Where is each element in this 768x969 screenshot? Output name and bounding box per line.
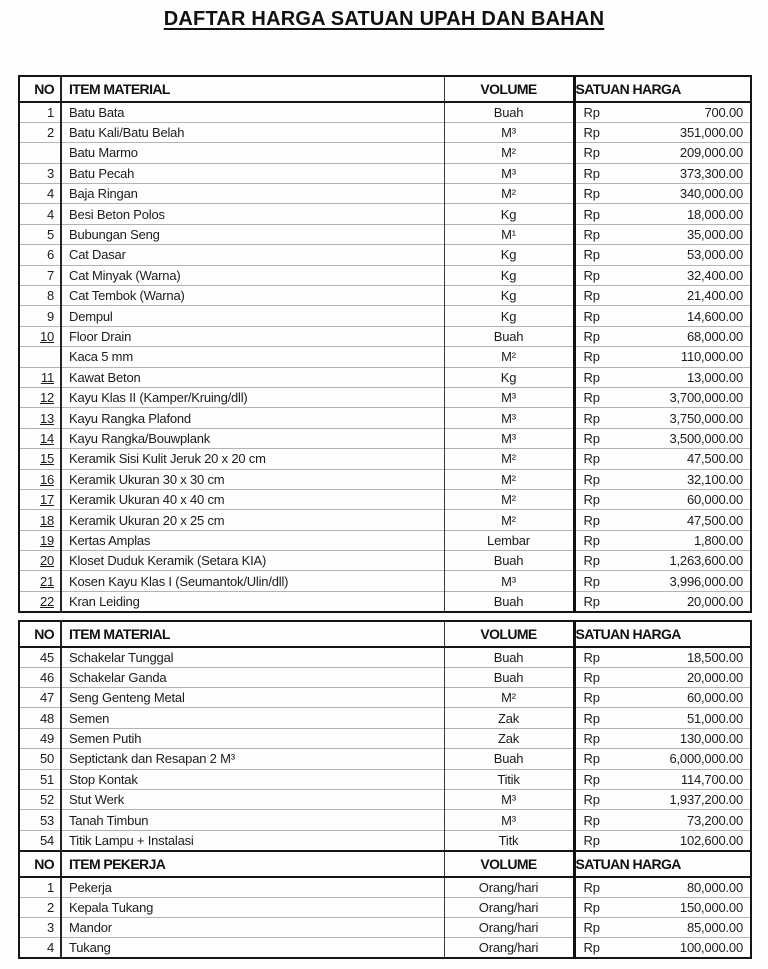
- table-row: [19, 769, 751, 789]
- col-header-no: NO: [19, 851, 61, 877]
- price-amount: 73,200.00: [686, 812, 743, 828]
- item-name: Kaca 5 mm: [61, 347, 444, 367]
- col-header-item: ITEM PEKERJA: [61, 851, 444, 877]
- item-volume: Zak: [444, 728, 574, 748]
- materials-table-1: [18, 75, 752, 613]
- currency-label: Rp: [583, 512, 600, 528]
- item-volume: M³: [444, 163, 574, 183]
- item-price: [574, 938, 751, 958]
- row-number: 48: [19, 708, 61, 728]
- item-price: [574, 749, 751, 769]
- row-number: 9: [19, 306, 61, 326]
- table-row: [19, 667, 751, 687]
- item-price: [574, 408, 751, 428]
- item-name: Titik Lampu + Instalasi: [61, 830, 444, 850]
- table-row: [19, 510, 751, 530]
- price-amount: 3,996,000.00: [669, 573, 743, 589]
- item-volume: Buah: [444, 102, 574, 122]
- price-amount: 209,000.00: [679, 145, 743, 161]
- table-row: [19, 708, 751, 728]
- currency-label: Rp: [583, 940, 600, 956]
- item-name: Pekerja: [61, 877, 444, 897]
- currency-label: Rp: [583, 104, 600, 120]
- table-row: [19, 688, 751, 708]
- table-row: [19, 204, 751, 224]
- item-volume: M²: [444, 688, 574, 708]
- price-amount: 60,000.00: [686, 690, 743, 706]
- table-row: [19, 163, 751, 183]
- table-row: [19, 647, 751, 667]
- row-number: [19, 143, 61, 163]
- table-row: [19, 102, 751, 122]
- item-volume: Kg: [444, 367, 574, 387]
- item-name: Kertas Amplas: [61, 530, 444, 550]
- item-price: [574, 688, 751, 708]
- table-row: [19, 224, 751, 244]
- row-number: 50: [19, 749, 61, 769]
- price-amount: 35,000.00: [686, 227, 743, 243]
- price-amount: 18,500.00: [686, 649, 743, 665]
- item-name: Seng Genteng Metal: [61, 688, 444, 708]
- table-row: [19, 408, 751, 428]
- item-name: Tukang: [61, 938, 444, 958]
- item-name: Cat Tembok (Warna): [61, 286, 444, 306]
- item-price: [574, 347, 751, 367]
- item-price: [574, 122, 751, 142]
- price-amount: 114,700.00: [680, 771, 743, 787]
- currency-label: Rp: [583, 471, 600, 487]
- price-amount: 80,000.00: [686, 879, 743, 895]
- row-number: 18: [19, 510, 61, 530]
- price-amount: 110,000.00: [680, 349, 743, 365]
- currency-label: Rp: [583, 669, 600, 685]
- table-row: [19, 449, 751, 469]
- item-volume: Buah: [444, 326, 574, 346]
- price-amount: 68,000.00: [686, 328, 743, 344]
- table-header-row: [19, 76, 751, 102]
- table-row: [19, 387, 751, 407]
- item-volume: Buah: [444, 551, 574, 571]
- currency-label: Rp: [583, 690, 600, 706]
- table-row: [19, 489, 751, 509]
- table-row: [19, 938, 751, 958]
- item-name: Mandor: [61, 917, 444, 937]
- table-row: [19, 591, 751, 611]
- row-number: 1: [19, 102, 61, 122]
- table-row: [19, 897, 751, 917]
- table-row: [19, 790, 751, 810]
- row-number: 2: [19, 897, 61, 917]
- item-volume: M²: [444, 449, 574, 469]
- item-price: [574, 551, 751, 571]
- item-volume: Lembar: [444, 530, 574, 550]
- row-number: 11: [19, 367, 61, 387]
- currency-label: Rp: [583, 349, 600, 365]
- item-name: Semen: [61, 708, 444, 728]
- table-row: [19, 917, 751, 937]
- item-price: [574, 163, 751, 183]
- item-volume: M¹: [444, 224, 574, 244]
- currency-label: Rp: [583, 832, 600, 848]
- row-number: 3: [19, 163, 61, 183]
- price-amount: 13,000.00: [686, 369, 743, 385]
- price-amount: 6,000,000.00: [669, 751, 743, 767]
- row-number: 51: [19, 769, 61, 789]
- currency-label: Rp: [583, 731, 600, 747]
- item-price: [574, 769, 751, 789]
- table-header-row: [19, 621, 751, 647]
- price-amount: 21,400.00: [686, 288, 743, 304]
- item-name: Schakelar Ganda: [61, 667, 444, 687]
- currency-label: Rp: [583, 328, 600, 344]
- price-amount: 102,600.00: [679, 832, 743, 848]
- item-price: [574, 102, 751, 122]
- item-name: Septictank dan Resapan 2 M³: [61, 749, 444, 769]
- item-volume: Kg: [444, 306, 574, 326]
- row-number: 5: [19, 224, 61, 244]
- row-number: 13: [19, 408, 61, 428]
- item-price: [574, 877, 751, 897]
- item-price: [574, 469, 751, 489]
- table-row: [19, 184, 751, 204]
- price-amount: 18,000.00: [686, 206, 743, 222]
- item-name: Kepala Tukang: [61, 897, 444, 917]
- item-volume: M²: [444, 143, 574, 163]
- item-volume: M³: [444, 387, 574, 407]
- col-header-item: ITEM MATERIAL: [61, 76, 444, 102]
- currency-label: Rp: [583, 267, 600, 283]
- currency-label: Rp: [583, 125, 600, 141]
- table-row: [19, 551, 751, 571]
- item-name: Batu Kali/Batu Belah: [61, 122, 444, 142]
- col-header-price: SATUAN HARGA: [574, 621, 751, 647]
- col-header-volume: VOLUME: [444, 851, 574, 877]
- item-price: [574, 917, 751, 937]
- item-volume: Kg: [444, 204, 574, 224]
- item-price: [574, 184, 751, 204]
- table-row: [19, 428, 751, 448]
- item-price: [574, 667, 751, 687]
- item-price: [574, 204, 751, 224]
- item-price: [574, 286, 751, 306]
- table-row: [19, 326, 751, 346]
- row-number: 52: [19, 790, 61, 810]
- item-name: Besi Beton Polos: [61, 204, 444, 224]
- price-amount: 1,800.00: [693, 532, 743, 548]
- table-row: [19, 347, 751, 367]
- item-price: [574, 647, 751, 667]
- item-volume: M³: [444, 408, 574, 428]
- table-row: [19, 469, 751, 489]
- item-name: Kayu Klas II (Kamper/Kruing/dll): [61, 387, 444, 407]
- item-name: Keramik Sisi Kulit Jeruk 20 x 20 cm: [61, 449, 444, 469]
- item-name: Keramik Ukuran 30 x 30 cm: [61, 469, 444, 489]
- price-amount: 14,600.00: [686, 308, 743, 324]
- row-number: 49: [19, 728, 61, 748]
- currency-label: Rp: [583, 812, 600, 828]
- item-volume: M²: [444, 510, 574, 530]
- item-volume: M³: [444, 810, 574, 830]
- price-amount: 85,000.00: [686, 920, 743, 936]
- currency-label: Rp: [583, 451, 600, 467]
- item-volume: M³: [444, 790, 574, 810]
- table-row: [19, 728, 751, 748]
- row-number: 7: [19, 265, 61, 285]
- col-header-volume: VOLUME: [444, 621, 574, 647]
- item-price: [574, 428, 751, 448]
- item-volume: Titk: [444, 830, 574, 850]
- row-number: 15: [19, 449, 61, 469]
- price-amount: 60,000.00: [686, 492, 743, 508]
- price-amount: 1,937,200.00: [669, 792, 743, 808]
- item-name: Kosen Kayu Klas I (Seumantok/Ulin/dll): [61, 571, 444, 591]
- currency-label: Rp: [583, 751, 600, 767]
- currency-label: Rp: [583, 390, 600, 406]
- table-row: [19, 265, 751, 285]
- currency-label: Rp: [583, 532, 600, 548]
- item-price: [574, 306, 751, 326]
- currency-label: Rp: [583, 649, 600, 665]
- item-name: Kran Leiding: [61, 591, 444, 611]
- item-name: Keramik Ukuran 20 x 25 cm: [61, 510, 444, 530]
- price-amount: 3,500,000.00: [669, 430, 743, 446]
- item-volume: Zak: [444, 708, 574, 728]
- item-name: Cat Dasar: [61, 245, 444, 265]
- item-volume: M²: [444, 347, 574, 367]
- item-price: [574, 897, 751, 917]
- item-volume: M²: [444, 489, 574, 509]
- item-price: [574, 591, 751, 611]
- currency-label: Rp: [583, 710, 600, 726]
- price-amount: 150,000.00: [679, 899, 743, 915]
- item-price: [574, 143, 751, 163]
- price-amount: 32,100.00: [686, 471, 743, 487]
- materials-table-1-body: [19, 102, 751, 612]
- row-number: [19, 347, 61, 367]
- row-number: 20: [19, 551, 61, 571]
- item-volume: M³: [444, 428, 574, 448]
- item-price: [574, 367, 751, 387]
- price-amount: 47,500.00: [686, 512, 743, 528]
- price-amount: 130,000.00: [679, 731, 743, 747]
- currency-label: Rp: [583, 553, 600, 569]
- item-volume: Orang/hari: [444, 877, 574, 897]
- currency-label: Rp: [583, 792, 600, 808]
- col-header-price: SATUAN HARGA: [574, 76, 751, 102]
- item-name: Bubungan Seng: [61, 224, 444, 244]
- currency-label: Rp: [583, 165, 600, 181]
- item-price: [574, 571, 751, 591]
- row-number: 21: [19, 571, 61, 591]
- item-volume: M³: [444, 122, 574, 142]
- item-name: Batu Marmo: [61, 143, 444, 163]
- materials-table-2: [18, 620, 752, 852]
- row-number: 10: [19, 326, 61, 346]
- item-price: [574, 224, 751, 244]
- col-header-no: NO: [19, 621, 61, 647]
- item-volume: Kg: [444, 265, 574, 285]
- item-name: Stut Werk: [61, 790, 444, 810]
- currency-label: Rp: [583, 899, 600, 915]
- currency-label: Rp: [583, 145, 600, 161]
- price-amount: 373,300.00: [679, 165, 743, 181]
- item-name: Baja Ringan: [61, 184, 444, 204]
- price-amount: 3,750,000.00: [669, 410, 743, 426]
- item-name: Schakelar Tunggal: [61, 647, 444, 667]
- currency-label: Rp: [583, 247, 600, 263]
- item-price: [574, 449, 751, 469]
- currency-label: Rp: [583, 920, 600, 936]
- table-row: [19, 571, 751, 591]
- row-number: 53: [19, 810, 61, 830]
- item-price: [574, 830, 751, 850]
- item-volume: Orang/hari: [444, 938, 574, 958]
- item-price: [574, 728, 751, 748]
- item-price: [574, 265, 751, 285]
- item-volume: Kg: [444, 245, 574, 265]
- currency-label: Rp: [583, 369, 600, 385]
- row-number: 8: [19, 286, 61, 306]
- row-number: 14: [19, 428, 61, 448]
- table-row: [19, 749, 751, 769]
- price-amount: 20,000.00: [686, 593, 743, 609]
- item-volume: Buah: [444, 667, 574, 687]
- row-number: 4: [19, 184, 61, 204]
- item-volume: Orang/hari: [444, 897, 574, 917]
- row-number: 6: [19, 245, 61, 265]
- price-amount: 47,500.00: [686, 451, 743, 467]
- item-price: [574, 530, 751, 550]
- currency-label: Rp: [583, 206, 600, 222]
- price-amount: 700.00: [704, 104, 743, 120]
- item-volume: Kg: [444, 286, 574, 306]
- table-row: [19, 830, 751, 850]
- table-row: [19, 530, 751, 550]
- price-amount: 32,400.00: [686, 267, 743, 283]
- price-amount: 340,000.00: [679, 186, 743, 202]
- table-row: [19, 245, 751, 265]
- row-number: 12: [19, 387, 61, 407]
- item-price: [574, 326, 751, 346]
- table-row: [19, 122, 751, 142]
- item-name: Kloset Duduk Keramik (Setara KIA): [61, 551, 444, 571]
- row-number: 46: [19, 667, 61, 687]
- item-name: Keramik Ukuran 40 x 40 cm: [61, 489, 444, 509]
- currency-label: Rp: [583, 492, 600, 508]
- currency-label: Rp: [583, 879, 600, 895]
- col-header-volume: VOLUME: [444, 76, 574, 102]
- item-name: Batu Pecah: [61, 163, 444, 183]
- item-name: Kawat Beton: [61, 367, 444, 387]
- row-number: 22: [19, 591, 61, 611]
- row-number: 16: [19, 469, 61, 489]
- price-amount: 20,000.00: [686, 669, 743, 685]
- price-amount: 100,000.00: [679, 940, 743, 956]
- materials-table-2-body: [19, 647, 751, 851]
- labor-table-body: [19, 877, 751, 959]
- item-volume: Buah: [444, 647, 574, 667]
- item-price: [574, 790, 751, 810]
- table-row: [19, 367, 751, 387]
- row-number: 4: [19, 938, 61, 958]
- col-header-no: NO: [19, 76, 61, 102]
- page-title: DAFTAR HARGA SATUAN UPAH DAN BAHAN: [163, 8, 605, 30]
- item-price: [574, 489, 751, 509]
- item-name: Tanah Timbun: [61, 810, 444, 830]
- price-amount: 51,000.00: [686, 710, 743, 726]
- item-volume: Buah: [444, 591, 574, 611]
- item-price: [574, 387, 751, 407]
- row-number: 17: [19, 489, 61, 509]
- currency-label: Rp: [583, 573, 600, 589]
- item-price: [574, 708, 751, 728]
- currency-label: Rp: [583, 227, 600, 243]
- item-name: Kayu Rangka/Bouwplank: [61, 428, 444, 448]
- item-price: [574, 810, 751, 830]
- currency-label: Rp: [583, 430, 600, 446]
- currency-label: Rp: [583, 771, 600, 787]
- item-name: Dempul: [61, 306, 444, 326]
- item-volume: Orang/hari: [444, 917, 574, 937]
- price-amount: 53,000.00: [686, 247, 743, 263]
- item-price: [574, 510, 751, 530]
- item-price: [574, 245, 751, 265]
- item-volume: M³: [444, 571, 574, 591]
- price-amount: 351,000.00: [679, 125, 743, 141]
- row-number: 4: [19, 204, 61, 224]
- labor-table: [18, 850, 752, 960]
- row-number: 3: [19, 917, 61, 937]
- currency-label: Rp: [583, 288, 600, 304]
- row-number: 2: [19, 122, 61, 142]
- currency-label: Rp: [583, 308, 600, 324]
- item-name: Cat Minyak (Warna): [61, 265, 444, 285]
- row-number: 1: [19, 877, 61, 897]
- row-number: 47: [19, 688, 61, 708]
- currency-label: Rp: [583, 410, 600, 426]
- item-name: Floor Drain: [61, 326, 444, 346]
- row-number: 45: [19, 647, 61, 667]
- currency-label: Rp: [583, 186, 600, 202]
- table-row: [19, 143, 751, 163]
- table-row: [19, 306, 751, 326]
- col-header-item: ITEM MATERIAL: [61, 621, 444, 647]
- price-amount: 1,263,600.00: [669, 553, 743, 569]
- table-header-row: [19, 851, 751, 877]
- item-name: Batu Bata: [61, 102, 444, 122]
- table-row: [19, 877, 751, 897]
- row-number: 19: [19, 530, 61, 550]
- currency-label: Rp: [583, 593, 600, 609]
- item-volume: M²: [444, 184, 574, 204]
- item-volume: Buah: [444, 749, 574, 769]
- row-number: 54: [19, 830, 61, 850]
- table-row: [19, 286, 751, 306]
- item-volume: M²: [444, 469, 574, 489]
- col-header-price: SATUAN HARGA: [574, 851, 751, 877]
- item-name: Semen Putih: [61, 728, 444, 748]
- item-volume: Titik: [444, 769, 574, 789]
- item-name: Stop Kontak: [61, 769, 444, 789]
- item-name: Kayu Rangka Plafond: [61, 408, 444, 428]
- price-amount: 3,700,000.00: [669, 390, 743, 406]
- table-row: [19, 810, 751, 830]
